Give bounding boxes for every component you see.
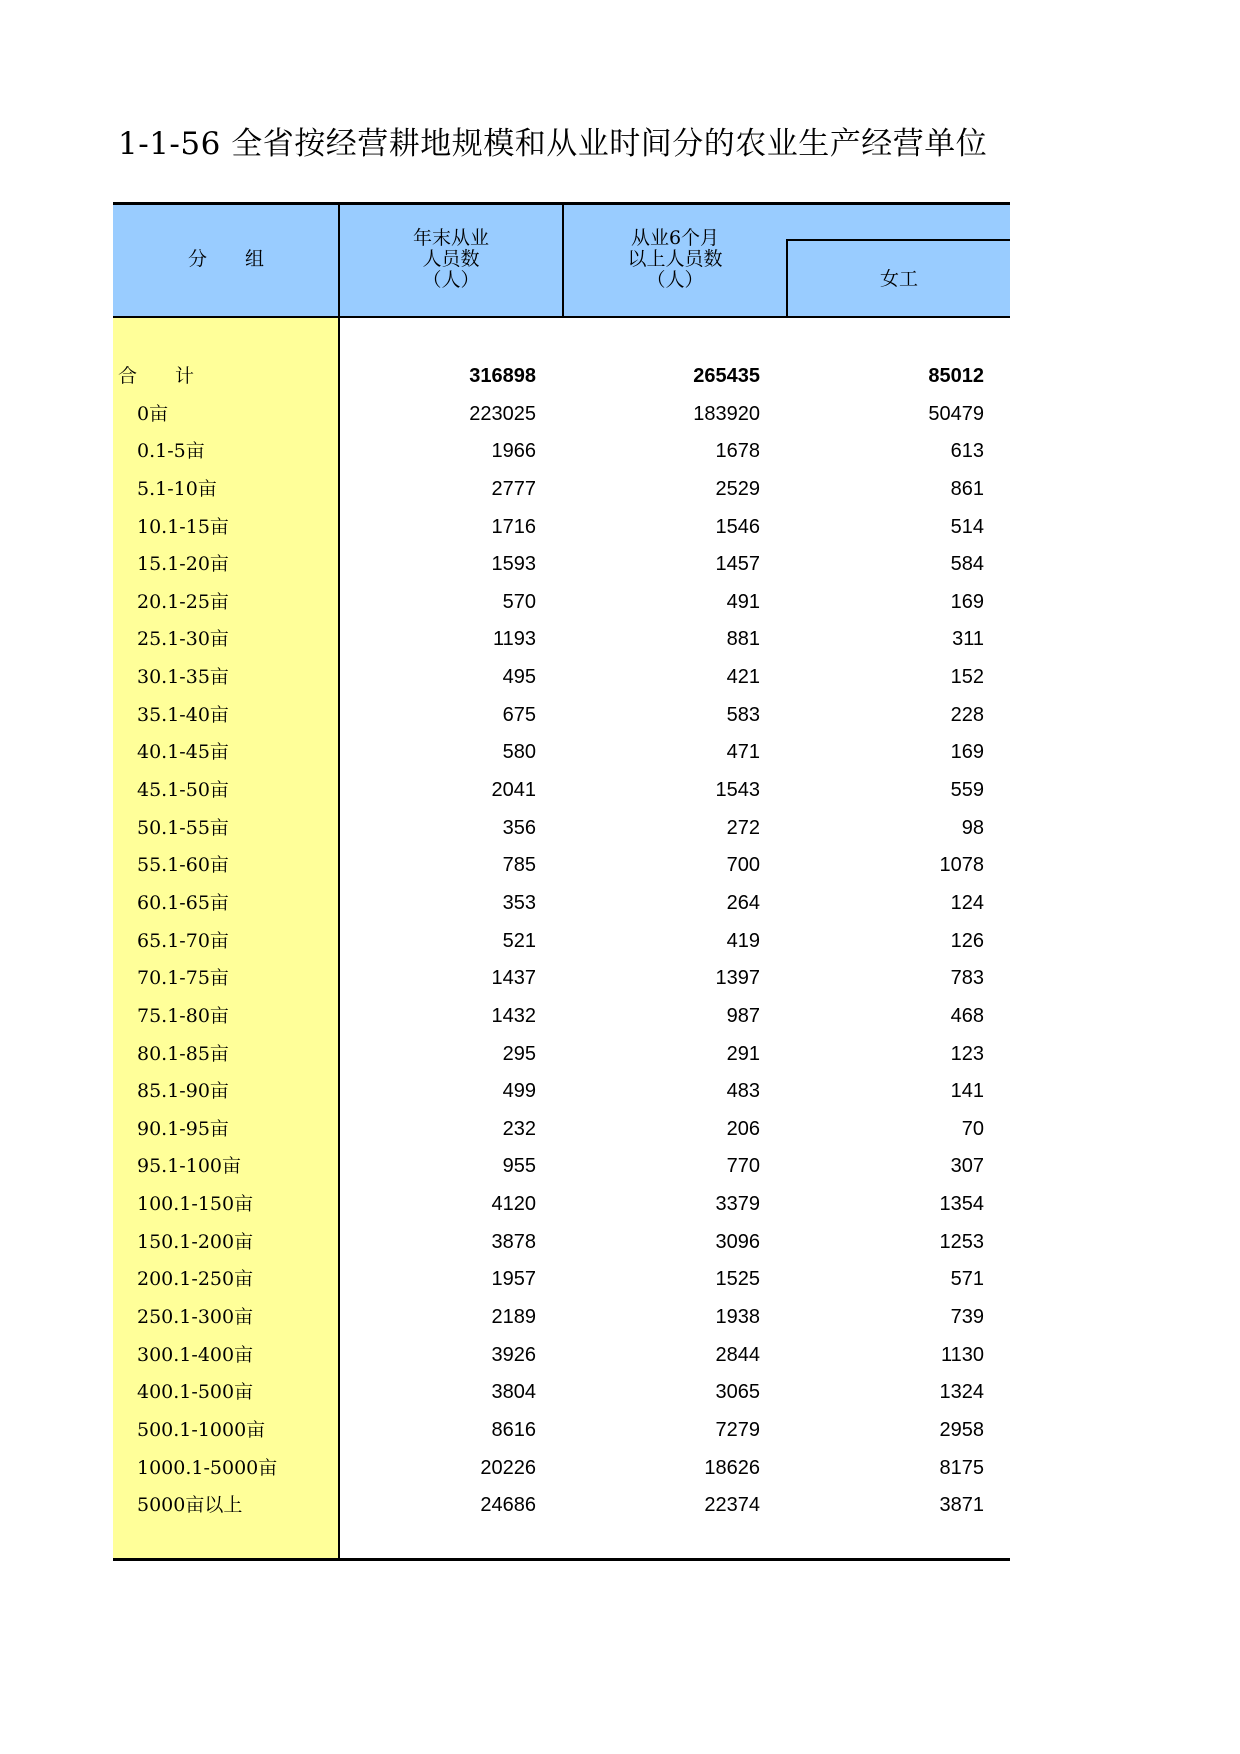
page-title: 1-1-56 全省按经营耕地规模和从业时间分的农业生产经营单位 (118, 126, 988, 162)
row-value-col2: 483 (726, 1080, 760, 1103)
table-row (113, 509, 1010, 547)
row-value-col1: 2777 (491, 477, 536, 500)
row-value-col1: 316898 (469, 365, 536, 387)
row-label: 90.1-95亩 (137, 1117, 229, 1140)
row-value-col2: 22374 (704, 1494, 760, 1517)
row-value-col3: 123 (950, 1042, 984, 1065)
row-value-col2: 1543 (715, 779, 760, 802)
row-value-col2: 265435 (693, 365, 760, 387)
row-value-col1: 1966 (491, 440, 536, 463)
row-value-col2: 1546 (715, 515, 760, 538)
row-label: 60.1-65亩 (137, 891, 229, 914)
row-label: 100.1-150亩 (137, 1193, 254, 1216)
row-value-col3: 613 (950, 440, 984, 463)
row-value-col1: 580 (502, 741, 536, 764)
row-value-col3: 98 (961, 816, 984, 839)
row-label: 80.1-85亩 (137, 1042, 229, 1065)
row-value-col3: 514 (950, 515, 984, 538)
row-value-col2: 987 (726, 1004, 760, 1027)
header-col3-label: 女工 (879, 267, 918, 290)
row-value-col1: 499 (502, 1080, 536, 1103)
table-row (113, 998, 1010, 1036)
row-label: 95.1-100亩 (137, 1155, 241, 1178)
row-value-col1: 223025 (469, 402, 536, 425)
row-label: 65.1-70亩 (137, 929, 229, 952)
table-row (113, 847, 1010, 885)
row-value-col1: 3926 (491, 1343, 536, 1366)
row-label: 40.1-45亩 (137, 741, 229, 764)
row-value-col2: 770 (726, 1155, 760, 1178)
row-value-col3: 124 (950, 891, 984, 914)
row-value-col3: 1253 (939, 1230, 984, 1253)
table-row (113, 1261, 1010, 1299)
row-label: 250.1-300亩 (137, 1306, 254, 1329)
table-row (113, 772, 1010, 810)
row-label: 75.1-80亩 (137, 1004, 229, 1027)
row-value-col1: 1716 (491, 515, 536, 538)
row-label: 70.1-75亩 (137, 967, 229, 990)
table-body (113, 358, 1010, 1525)
row-value-col1: 1437 (491, 967, 536, 990)
row-value-col3: 307 (950, 1155, 984, 1178)
row-value-col1: 521 (502, 929, 536, 952)
row-value-col2: 3379 (715, 1193, 760, 1216)
header-col1-line3: （人） (422, 269, 480, 291)
row-value-col1: 2189 (491, 1306, 536, 1329)
row-label: 300.1-400亩 (137, 1343, 254, 1366)
table-row (113, 1299, 1010, 1337)
row-label: 85.1-90亩 (137, 1080, 229, 1103)
row-value-col2: 264 (726, 891, 760, 914)
row-value-col1: 356 (502, 816, 536, 839)
table-row (113, 697, 1010, 735)
row-value-col1: 8616 (491, 1418, 536, 1441)
header-col2-line2: 以上人员数 (627, 248, 723, 270)
row-label: 200.1-250亩 (137, 1268, 254, 1291)
row-value-col1: 1193 (492, 628, 536, 651)
row-label: 15.1-20亩 (137, 553, 229, 576)
table-row (113, 396, 1010, 434)
row-label: 5000亩以上 (137, 1494, 243, 1517)
table-row (113, 1487, 1010, 1525)
row-value-col3: 126 (950, 929, 984, 952)
row-value-col3: 228 (950, 703, 984, 726)
table-row-total (113, 358, 1010, 396)
row-value-col1: 24686 (480, 1494, 536, 1517)
table-row (113, 1073, 1010, 1111)
row-value-col2: 3065 (715, 1381, 760, 1404)
table-row (113, 621, 1010, 659)
row-value-col1: 20226 (480, 1456, 536, 1479)
row-value-col2: 491 (726, 590, 760, 613)
row-value-col2: 1397 (715, 967, 760, 990)
row-value-col2: 700 (726, 854, 760, 877)
row-value-col2: 471 (726, 741, 760, 764)
row-value-col2: 206 (726, 1117, 760, 1140)
row-value-col3: 3871 (939, 1494, 984, 1517)
header-female-workers (788, 241, 1010, 317)
row-value-col2: 3096 (715, 1230, 760, 1253)
table-row (113, 960, 1010, 998)
row-label: 45.1-50亩 (137, 779, 229, 802)
row-value-col2: 1457 (715, 553, 760, 576)
row-value-col2: 18626 (704, 1456, 760, 1479)
table-row (113, 810, 1010, 848)
row-value-col3: 861 (950, 477, 984, 500)
data-table (113, 202, 1010, 1560)
row-value-col3: 1078 (939, 854, 984, 877)
row-value-col1: 1593 (491, 553, 536, 576)
table-row (113, 546, 1010, 584)
table-row (113, 433, 1010, 471)
row-value-col2: 2529 (715, 477, 760, 500)
row-value-col1: 3804 (491, 1381, 536, 1404)
row-value-col3: 571 (950, 1268, 984, 1291)
row-value-col3: 50479 (928, 402, 984, 425)
row-label: 20.1-25亩 (137, 590, 229, 613)
table-bottom-border (113, 1558, 1010, 1561)
row-value-col3: 169 (950, 741, 984, 764)
table-row (113, 1036, 1010, 1074)
row-label: 0.1-5亩 (137, 440, 205, 463)
row-value-col1: 295 (502, 1042, 536, 1065)
row-label: 合 计 (118, 365, 195, 387)
row-value-col1: 232 (502, 1117, 536, 1140)
table-row (113, 1337, 1010, 1375)
row-value-col2: 7279 (715, 1418, 760, 1441)
table-row (113, 885, 1010, 923)
table-row (113, 1148, 1010, 1186)
table-row (113, 584, 1010, 622)
row-value-col2: 291 (726, 1042, 760, 1065)
row-label: 0亩 (137, 402, 169, 425)
row-value-col2: 1938 (715, 1306, 760, 1329)
row-value-col2: 583 (726, 703, 760, 726)
row-value-col1: 495 (502, 666, 536, 689)
row-value-col3: 311 (952, 628, 984, 651)
row-value-col1: 570 (502, 590, 536, 613)
row-value-col1: 785 (502, 854, 536, 877)
table-row (113, 1111, 1010, 1149)
row-value-col3: 169 (950, 590, 984, 613)
row-value-col3: 468 (950, 1004, 984, 1027)
table-row (113, 1374, 1010, 1412)
row-value-col3: 70 (961, 1117, 984, 1140)
table-row (113, 659, 1010, 697)
row-value-col1: 353 (502, 891, 536, 914)
row-value-col3: 1324 (939, 1381, 984, 1404)
row-label: 25.1-30亩 (137, 628, 229, 651)
table-row (113, 1412, 1010, 1450)
row-value-col2: 183920 (693, 402, 760, 425)
row-value-col1: 1432 (491, 1004, 536, 1027)
row-value-col2: 419 (726, 929, 760, 952)
row-label: 55.1-60亩 (137, 854, 229, 877)
row-label: 500.1-1000亩 (137, 1418, 266, 1441)
row-value-col1: 4120 (491, 1193, 536, 1216)
header-six-month-workers (564, 202, 786, 317)
header-col2-line3: （人） (646, 269, 704, 291)
header-col1-line1: 年末从业 (412, 227, 489, 249)
row-label: 30.1-35亩 (137, 666, 229, 689)
row-value-col2: 881 (726, 628, 760, 651)
row-label: 400.1-500亩 (137, 1381, 254, 1404)
table-row (113, 1450, 1010, 1488)
row-label: 150.1-200亩 (137, 1230, 254, 1253)
header-col1-line2: 人员数 (422, 248, 480, 270)
row-value-col1: 3878 (491, 1230, 536, 1253)
row-value-col3: 141 (950, 1080, 984, 1103)
row-value-col3: 1130 (940, 1343, 984, 1366)
row-value-col3: 584 (950, 553, 984, 576)
table-row (113, 1186, 1010, 1224)
header-col2-line1: 从业6个月 (630, 227, 720, 249)
row-value-col3: 1354 (939, 1193, 984, 1216)
row-value-col3: 2958 (939, 1418, 984, 1441)
row-value-col2: 421 (726, 666, 760, 689)
row-value-col2: 272 (726, 816, 760, 839)
row-label: 50.1-55亩 (137, 816, 229, 839)
row-value-col3: 8175 (939, 1456, 984, 1479)
row-value-col1: 1957 (491, 1268, 536, 1291)
table-row (113, 734, 1010, 772)
row-value-col3: 559 (950, 779, 984, 802)
row-value-col1: 2041 (491, 779, 536, 802)
row-value-col2: 2844 (715, 1343, 760, 1366)
table-row (113, 471, 1010, 509)
row-value-col3: 739 (950, 1306, 984, 1329)
header-group (113, 202, 339, 317)
header-group-label: 分 组 (187, 248, 264, 270)
row-value-col2: 1678 (715, 440, 760, 463)
row-label: 1000.1-5000亩 (137, 1456, 278, 1479)
row-label: 35.1-40亩 (137, 703, 229, 726)
row-value-col1: 675 (502, 703, 536, 726)
table-row (113, 1224, 1010, 1262)
row-value-col3: 85012 (928, 365, 984, 387)
row-value-col1: 955 (502, 1155, 536, 1178)
row-label: 5.1-10亩 (137, 477, 217, 500)
header-year-end-workers (340, 202, 562, 317)
row-value-col3: 783 (950, 967, 984, 990)
row-label: 10.1-15亩 (137, 515, 229, 538)
row-value-col3: 152 (950, 666, 984, 689)
row-value-col2: 1525 (715, 1268, 760, 1291)
table-row (113, 923, 1010, 961)
